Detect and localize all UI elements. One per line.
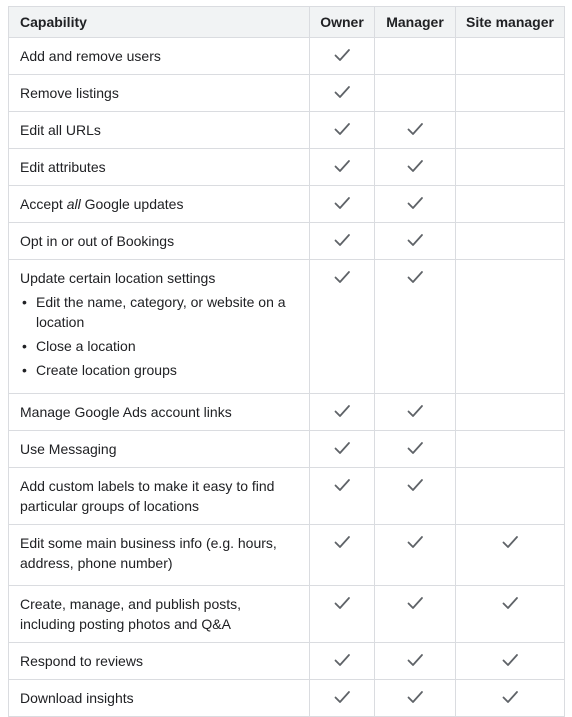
manager-cell [375, 525, 456, 586]
owner-cell [310, 223, 375, 260]
checkmark-icon [405, 445, 425, 461]
permissions-table-wrapper [8, 6, 565, 717]
checkmark-icon [405, 657, 425, 673]
table-body [9, 38, 565, 717]
capability-cell [9, 223, 310, 260]
table-row [9, 643, 565, 680]
table-row [9, 149, 565, 186]
manager-cell [375, 394, 456, 431]
checkmark-icon [405, 694, 425, 710]
checkmark-icon [332, 539, 352, 555]
capability-label-part: Google updates [80, 196, 184, 212]
capability-cell [9, 149, 310, 186]
manager-cell [375, 586, 456, 643]
capability-cell [9, 75, 310, 112]
owner-cell [310, 525, 375, 586]
site-manager-cell [456, 394, 565, 431]
manager-cell [375, 680, 456, 717]
manager-cell [375, 186, 456, 223]
capability-cell [9, 525, 310, 586]
capability-label: Update certain location settings [20, 270, 216, 286]
checkmark-icon [405, 600, 425, 616]
capability-label: Respond to reviews [20, 653, 143, 669]
list-item: • Close a location [36, 336, 299, 356]
owner-cell [310, 260, 375, 394]
owner-cell [310, 586, 375, 643]
capability-label-part: Accept [20, 196, 67, 212]
checkmark-icon [332, 274, 352, 290]
manager-cell [375, 223, 456, 260]
checkmark-icon [332, 237, 352, 253]
capability-cell [9, 431, 310, 468]
site-manager-cell [456, 38, 565, 75]
capability-label: Edit attributes [20, 159, 106, 175]
manager-cell [375, 112, 456, 149]
table-row [9, 75, 565, 112]
owner-cell [310, 149, 375, 186]
capability-label: Opt in or out of Bookings [20, 233, 175, 249]
capability-cell [9, 394, 310, 431]
site-manager-cell [456, 525, 565, 586]
manager-column-header: Manager [375, 7, 456, 38]
capability-label: Add custom labels to make it easy to find particular groups of locations [20, 478, 275, 514]
capability-bullet-list [20, 292, 299, 380]
checkmark-icon [332, 89, 352, 105]
checkmark-icon [405, 408, 425, 424]
owner-cell [310, 186, 375, 223]
site-manager-cell [456, 431, 565, 468]
site-manager-cell [456, 149, 565, 186]
capability-cell [9, 680, 310, 717]
manager-cell [375, 75, 456, 112]
checkmark-icon [332, 445, 352, 461]
checkmark-icon [500, 657, 520, 673]
checkmark-icon [405, 126, 425, 142]
table-row [9, 186, 565, 223]
owner-cell [310, 75, 375, 112]
capability-label: Edit all URLs [20, 122, 101, 138]
capability-label: Edit some main business info (e.g. hours, address, phone number) [20, 535, 277, 571]
owner-cell [310, 431, 375, 468]
checkmark-icon [332, 600, 352, 616]
checkmark-icon [332, 163, 352, 179]
checkmark-icon [332, 408, 352, 424]
manager-cell [375, 149, 456, 186]
table-header-row [9, 7, 565, 38]
manager-cell [375, 260, 456, 394]
table-row [9, 586, 565, 643]
checkmark-icon [405, 539, 425, 555]
checkmark-icon [405, 237, 425, 253]
capability-label: Create, manage, and publish posts, including posting photos and Q&A [20, 596, 242, 632]
owner-column-header: Owner [310, 7, 375, 38]
checkmark-icon [332, 126, 352, 142]
table-row [9, 680, 565, 717]
owner-cell [310, 112, 375, 149]
table-row [9, 468, 565, 525]
table-row [9, 260, 565, 394]
table-row [9, 525, 565, 586]
capability-label-emphasis: all [66, 196, 81, 212]
owner-cell [310, 468, 375, 525]
owner-cell [310, 680, 375, 717]
table-row [9, 431, 565, 468]
table-row [9, 38, 565, 75]
capability-cell [9, 468, 310, 525]
site-manager-cell [456, 112, 565, 149]
site-manager-cell [456, 586, 565, 643]
table-row [9, 223, 565, 260]
checkmark-icon [500, 694, 520, 710]
owner-cell [310, 643, 375, 680]
list-item: • Create location groups [36, 360, 299, 380]
table-row [9, 394, 565, 431]
manager-cell [375, 643, 456, 680]
capability-label: Add and remove users [20, 48, 161, 64]
checkmark-icon [405, 274, 425, 290]
checkmark-icon [500, 539, 520, 555]
checkmark-icon [332, 694, 352, 710]
list-item: • Edit the name, category, or website on a location [36, 292, 299, 332]
capability-cell [9, 112, 310, 149]
capability-label: Manage Google Ads account links [20, 404, 232, 420]
checkmark-icon [405, 163, 425, 179]
table-row [9, 112, 565, 149]
capability-label: Download insights [20, 690, 134, 706]
site-manager-cell [456, 260, 565, 394]
owner-cell [310, 394, 375, 431]
checkmark-icon [332, 52, 352, 68]
site-manager-column-header: Site manager [456, 7, 565, 38]
capability-cell [9, 38, 310, 75]
site-manager-cell [456, 468, 565, 525]
checkmark-icon [332, 482, 352, 498]
capability-cell [9, 586, 310, 643]
checkmark-icon [500, 600, 520, 616]
site-manager-cell [456, 643, 565, 680]
capability-column-header: Capability [9, 7, 310, 38]
checkmark-icon [332, 657, 352, 673]
capability-cell [9, 260, 310, 394]
capability-label [20, 194, 299, 214]
capability-cell [9, 643, 310, 680]
manager-cell [375, 38, 456, 75]
site-manager-cell [456, 75, 565, 112]
owner-cell [310, 38, 375, 75]
capability-label: Remove listings [20, 85, 119, 101]
site-manager-cell [456, 223, 565, 260]
manager-cell [375, 468, 456, 525]
capability-label: Use Messaging [20, 441, 117, 457]
checkmark-icon [332, 200, 352, 216]
manager-cell [375, 431, 456, 468]
capability-cell [9, 186, 310, 223]
permissions-table [8, 6, 565, 717]
checkmark-icon [405, 200, 425, 216]
checkmark-icon [405, 482, 425, 498]
site-manager-cell [456, 680, 565, 717]
site-manager-cell [456, 186, 565, 223]
